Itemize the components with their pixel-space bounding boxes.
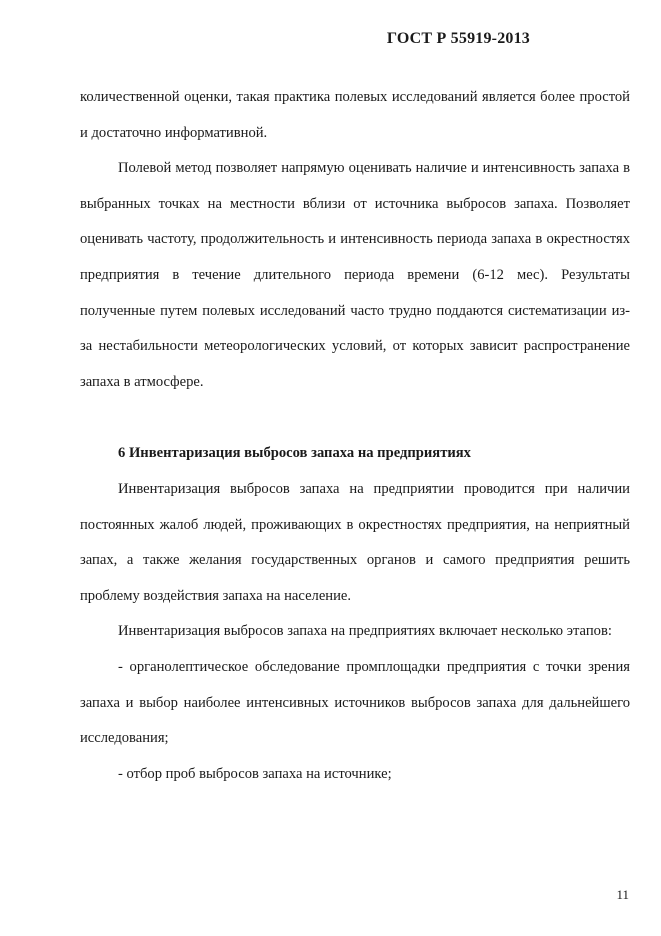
list-item-organoleptic: - органолептическое обследование промплощадки предприятия с точки зрения запаха и выбор наиболее интенсивных источников выбросов запаха для дальнейшего исследования; xyxy=(80,658,630,747)
section-heading: 6 Инвентаризация выбросов запаха на предприятиях xyxy=(118,445,471,462)
list-item-sampling: - отбор проб выбросов запаха на источнике; xyxy=(118,765,392,782)
paragraph-field-method: Полевой метод позволяет напрямую оценивать наличие и интенсивность запаха в выбранных точках на местности вблизи от источника выбросов запаха. Позволяет оценивать частоту, продолжительность и интенсивность периода запаха в окрестностях предприятия в течение длительного периода времени (6-12 мес). Результаты полученные путем полевых исследований часто трудно поддаются систематизации из-за нестабильности метеорологических условий, от которых зависит распространение запаха в атмосфере. xyxy=(80,160,630,390)
document-body xyxy=(80,80,630,792)
paragraph-continuation: количественной оценки, такая практика полевых исследований является более простой и достаточно информативной. xyxy=(80,89,630,141)
paragraph-inventory-intro: Инвентаризация выбросов запаха на предприятии проводится при наличии постоянных жалоб людей, проживающих в окрестностях предприятия, на неприятный запах, а также желания государственных органов и самого предприятия решить проблему воздействия запаха на население. xyxy=(80,480,630,604)
document-code-header: ГОСТ Р 55919-2013 xyxy=(386,30,530,47)
page-number: 11 xyxy=(616,887,629,902)
paragraph-inventory-stages: Инвентаризация выбросов запаха на предприятиях включает несколько этапов: xyxy=(118,623,612,640)
